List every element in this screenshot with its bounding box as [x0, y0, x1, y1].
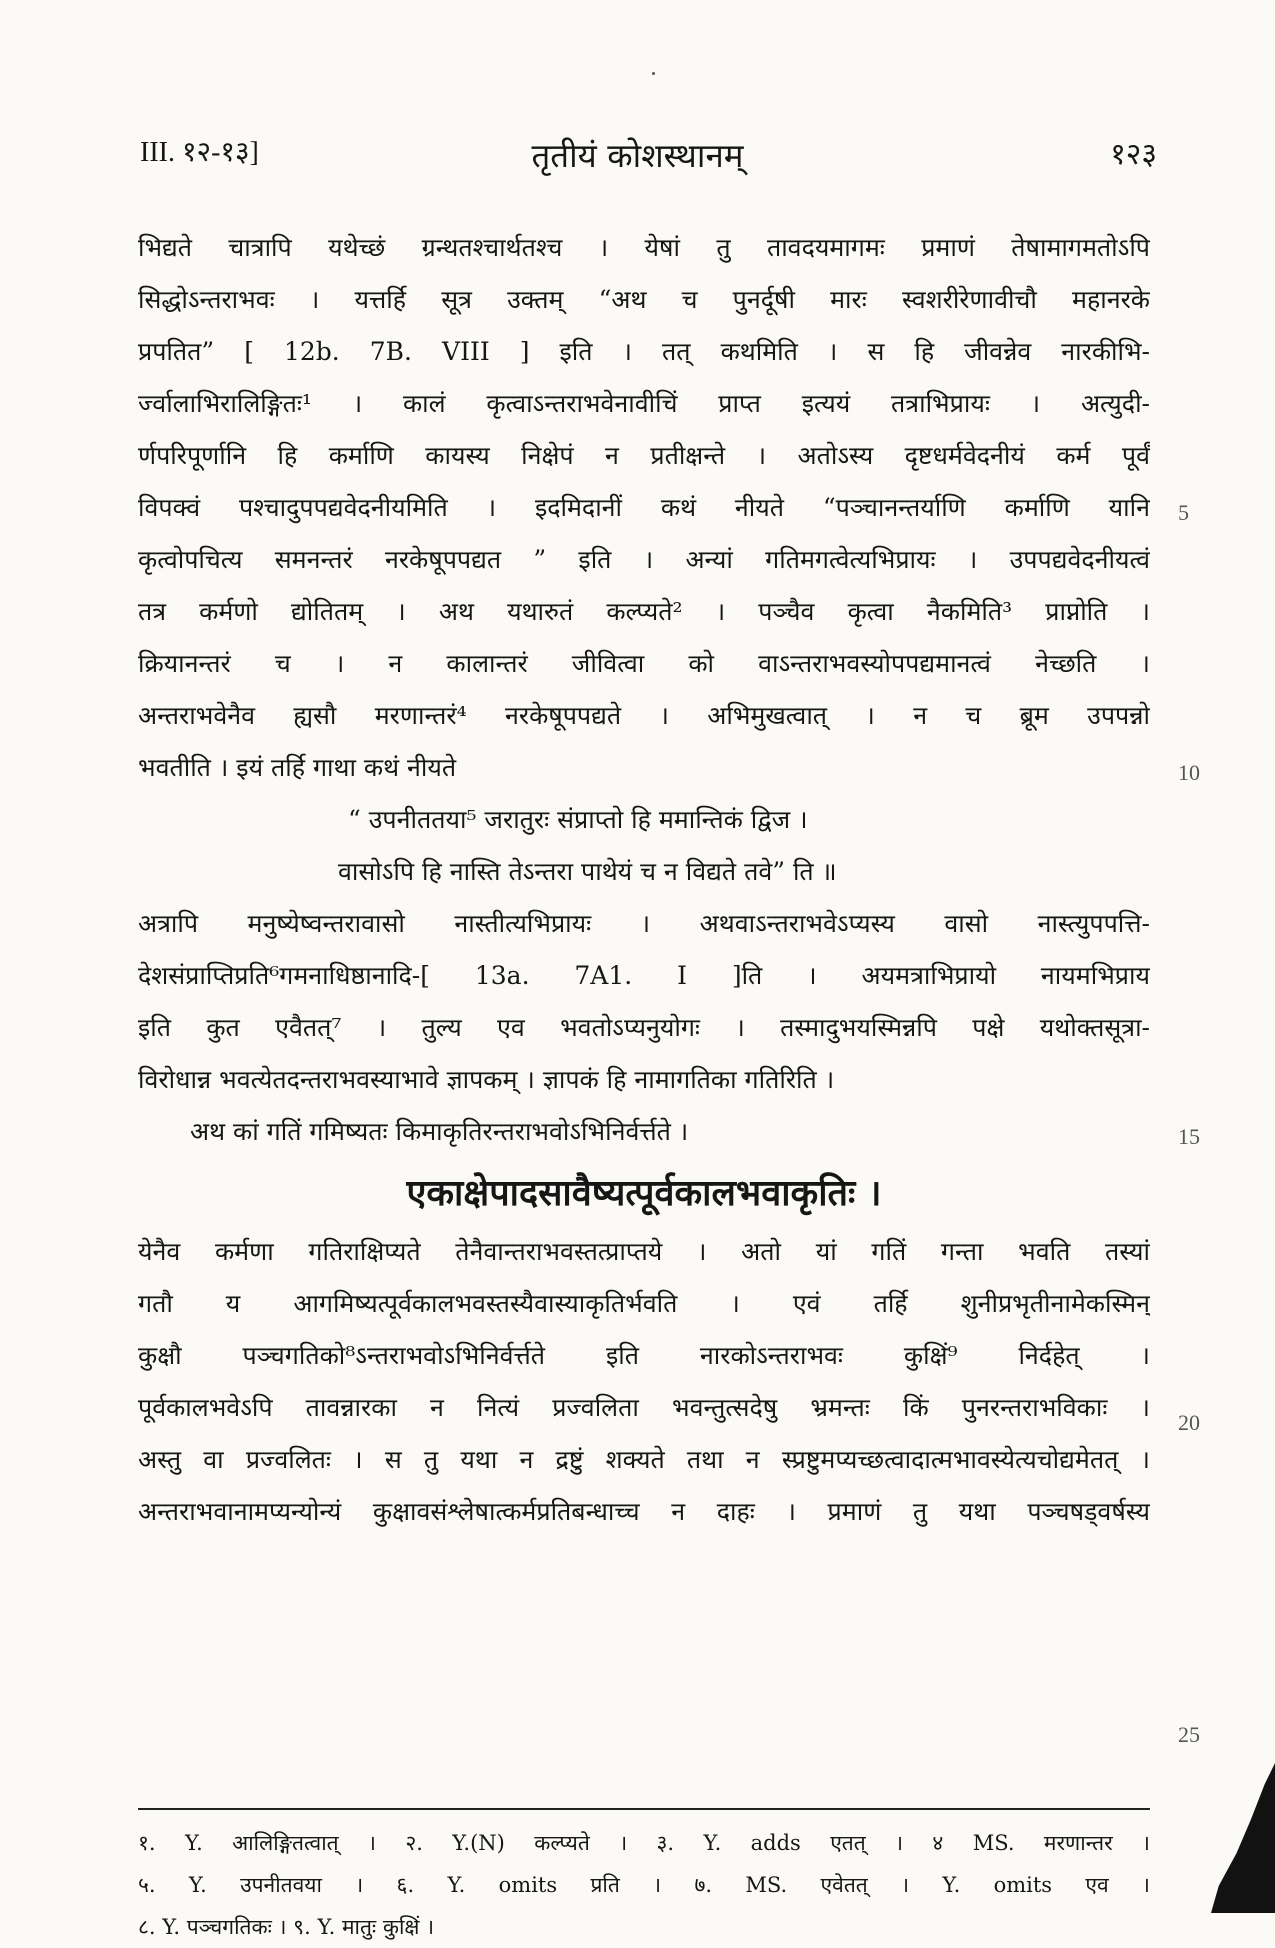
text-line: पूर्वकालभवेऽपि तावन्नारका न नित्यं प्रज्वलिता भवन्तुत्सदेषु भ्रमन्तः किं पुनरन्तराभविकाः । — [138, 1393, 1150, 1422]
text-line: र्णपरिपूर्णानि हि कर्माणि कायस्य निक्षेपं न प्रतीक्षन्ते । अतोऽस्य दृष्टधर्मवेदनीयं कर्म पूर्वं — [138, 441, 1150, 470]
text-line: अस्तु वा प्रज्वलितः । स तु यथा न द्रष्टुं शक्यते तथा न स्प्रष्टुमप्यच्छत्वादात्मभावस्येत्यचोद्यमेतत् । — [138, 1445, 1150, 1474]
line-number: 5 — [1178, 500, 1189, 525]
text-line: देशसंप्राप्तिप्रति⁶गमनाधिष्ठानादि-[ 13a. 7A1. I ]ति । अयमत्राभिप्रायो नायमभिप्राय — [138, 961, 1150, 990]
scan-smudge — [1211, 1763, 1275, 1913]
question-line: अथ कां गतिं गमिष्यतः किमाकृतिरन्तराभवोऽभिनिर्वर्त्तते । — [190, 1117, 689, 1146]
line-number: 15 — [1178, 1124, 1200, 1149]
text-line: कुक्षौ पञ्चगतिको⁸ऽन्तराभवोऽभिनिर्वर्त्तते इति नारकोऽन्तराभवः कुक्षिं⁹ निर्दहेत् । — [138, 1341, 1150, 1370]
speck — [652, 72, 655, 75]
footnote-line: ५. Y. उपनीतवया । ६. Y. omits प्रति । ७. MS. एवेतत् । Y. omits एव । — [138, 1873, 1150, 1897]
text-line: अन्तराभवानामप्यन्योन्यं कुक्षावसंश्लेषात्कर्मप्रतिबन्धाच्च न दाहः । प्रमाणं तु यथा पञ्चषड्वर्षस्य — [138, 1497, 1150, 1526]
text-line: कृत्वोपचित्य समनन्तरं नरकेषूपपद्यत ” इति । अन्यां गतिमगत्वेत्यभिप्रायः । उपपद्यवेदनीयत्वं — [138, 545, 1150, 574]
text-line: तत्र कर्मणो द्योतितम् । अथ यथारुतं कल्प्यते² । पञ्चैव कृत्वा नैकमिति³ प्राप्नोति । — [138, 597, 1150, 626]
text-line: विपक्वं पश्चादुपपद्यवेदनीयमिति । इदमिदानीं कथं नीयते “पञ्चानन्तर्याणि कर्माणि यानि — [138, 493, 1150, 522]
verse-line: वासोऽपि हि नास्ति तेऽन्तरा पाथेयं च न विद्यते तवे” ति ॥ — [338, 857, 837, 886]
main-text — [138, 222, 1150, 1538]
section-reference: III. १२-१३] — [140, 137, 259, 168]
text-line: अत्रापि मनुष्येष्वन्तरावासो नास्तीत्यभिप्रायः । अथवाऽन्तराभवेऽप्यस्य वासो नास्त्युपपत्ति- — [138, 909, 1150, 938]
footnotes — [138, 1822, 1150, 1948]
text-line: अन्तराभवेनैव ह्यसौ मरणान्तरं⁴ नरकेषूपपद्यते । अभिमुखत्वात् । न च ब्रूम उपपन्नो — [138, 701, 1150, 730]
text-line: विरोधान्न भवत्येतदन्तराभवस्याभावे ज्ञापकम् । ज्ञापकं हि नामागतिका गतिरिति । — [138, 1065, 835, 1094]
page-title: तृतीयं कोशस्थानम् — [531, 136, 744, 175]
page-number: १२३ — [1110, 137, 1157, 172]
footnote-line: १. Y. आलिङ्गितत्वात् । २. Y.(N) कल्प्यते । ३. Y. adds एतत् । ४ MS. मरणान्तर । — [138, 1831, 1150, 1855]
text-line: इति कुत एवैतत्⁷ । तुल्य एव भवतोऽप्यनुयोगः । तस्मादुभयस्मिन्नपि पक्षे यथोक्तसूत्रा- — [138, 1013, 1150, 1042]
footnote-line: ८. Y. पञ्चगतिकः । ९. Y. मातुः कुक्षिं । — [138, 1915, 435, 1939]
text-line: भिद्यते चात्रापि यथेच्छं ग्रन्थतश्चार्थतश्च । येषां तु तावदयमागमः प्रमाणं तेषामागमतोऽपि — [138, 233, 1150, 262]
line-number: 25 — [1178, 1722, 1200, 1747]
text-line: प्रपतित” [ 12b. 7B. VIII ] इति । तत् कथमिति । स हि जीवन्नेव नारकीभि- — [138, 337, 1150, 366]
text-line: क्रियानन्तरं च । न कालान्तरं जीवित्वा को वाऽन्तराभवस्योपपद्यमानत्वं नेच्छति । — [138, 649, 1150, 678]
text-line: र्ज्वालाभिरालिङ्गितः¹ । कालं कृत्वाऽन्तराभवेनावीचिं प्राप्त इत्ययं तत्राभिप्रायः । अत्युदी- — [138, 389, 1150, 418]
text-line: सिद्धोऽन्तराभवः । यत्तर्हि सूत्र उक्तम् “अथ च पुनर्दूषी मारः स्वशरीरेणावीचौ महानरके — [138, 285, 1150, 314]
footnote-divider — [138, 1808, 1150, 1810]
line-number: 10 — [1178, 760, 1200, 785]
text-line: भवतीति । इयं तर्हि गाथा कथं नीयते — [138, 753, 457, 782]
line-number: 20 — [1178, 1410, 1200, 1435]
karika-heading: एकाक्षेपादसावैष्यत्पूर्वकालभवाकृतिः । — [406, 1172, 882, 1214]
verse-line: “ उपनीततया⁵ जरातुरः संप्राप्तो हि ममान्तिकं द्विज । — [348, 805, 808, 834]
text-line: गतौ य आगमिष्यत्पूर्वकालभवस्तस्यैवास्याकृतिर्भवति । एवं तर्हि शुनीप्रभृतीनामेकस्मिन् — [138, 1289, 1150, 1318]
text-line: येनैव कर्मणा गतिराक्षिप्यते तेनैवान्तराभवस्तत्प्राप्तये । अतो यां गतिं गन्ता भवति तस्यां — [138, 1237, 1150, 1266]
